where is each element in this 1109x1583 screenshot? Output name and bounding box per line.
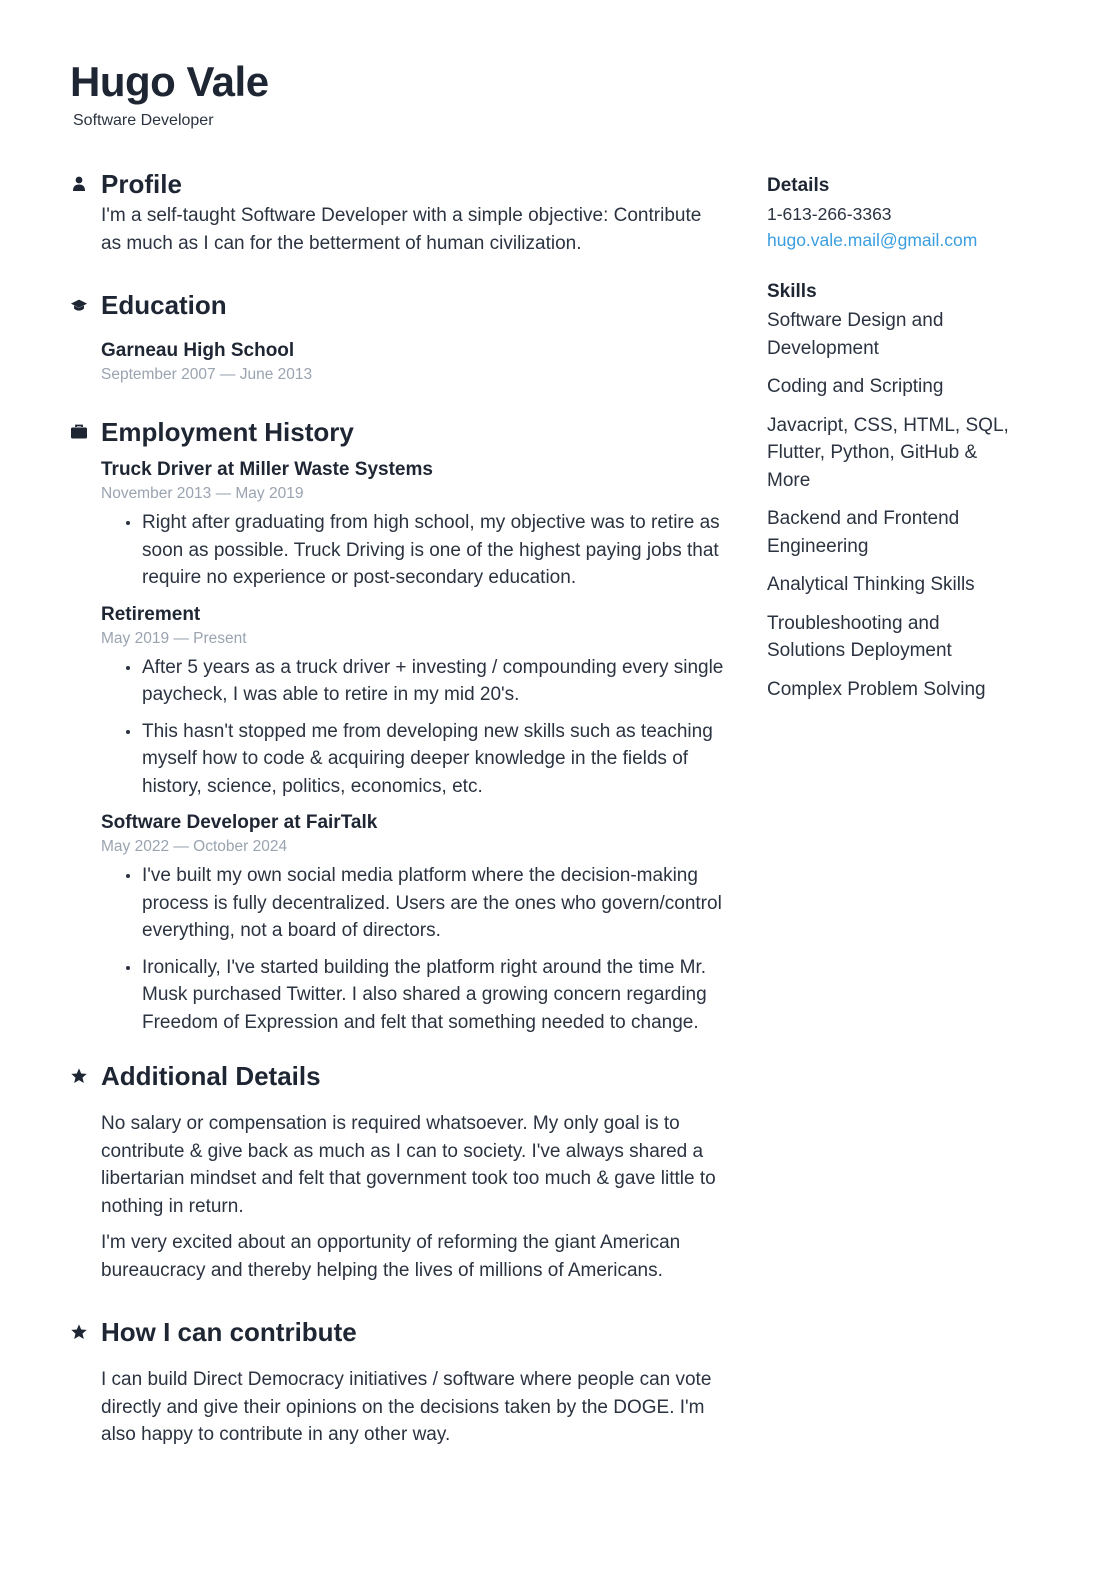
additional-details-section bbox=[101, 1056, 726, 1284]
skill-item: Complex Problem Solving bbox=[767, 678, 986, 700]
profile-heading: Profile bbox=[101, 168, 182, 199]
job-date: November 2013 — May 2019 bbox=[101, 485, 304, 502]
resume-job-title: Software Developer bbox=[73, 112, 214, 129]
skill-item: Troubleshooting and Solutions Deployment bbox=[767, 612, 952, 661]
additional-details-heading: Additional Details bbox=[101, 1060, 321, 1091]
employment-heading: Employment History bbox=[101, 416, 354, 447]
details-section bbox=[767, 172, 1027, 253]
star-icon bbox=[70, 1323, 88, 1341]
education-date: September 2007 — June 2013 bbox=[101, 366, 313, 383]
additional-details-paragraph: No salary or compensation is required whatsoever. My only goal is to contribute & give back as much as I can to society. I've always shared a libertarian mindset and felt that government took too much & gave little to nothing in return. bbox=[101, 1113, 716, 1217]
briefcase-icon bbox=[70, 423, 88, 441]
education-heading: Education bbox=[101, 289, 227, 320]
skills-heading: Skills bbox=[767, 281, 817, 302]
person-icon bbox=[70, 175, 88, 193]
job-date: May 2019 — Present bbox=[101, 629, 247, 647]
job-entry bbox=[101, 456, 726, 592]
job-date: May 2022 — October 2024 bbox=[101, 838, 288, 855]
skills-section bbox=[767, 278, 1027, 703]
profile-text: I'm a self-taught Software Developer with a simple objective: Contribute as much as I can for the betterment of human civilization. bbox=[101, 205, 702, 254]
details-phone: 1-613-266-3363 bbox=[767, 204, 892, 224]
skill-item: Analytical Thinking Skills bbox=[767, 574, 975, 595]
graduation-cap-icon bbox=[70, 296, 88, 314]
star-icon bbox=[70, 1067, 88, 1085]
profile-section bbox=[101, 164, 726, 257]
sidebar-column bbox=[767, 172, 1027, 714]
details-email-wrap bbox=[767, 227, 1027, 253]
skill-item: Javacript, CSS, HTML, SQL, Flutter, Python, GitHub & More bbox=[767, 414, 1009, 491]
job-bullet: This hasn't stopped me from developing new skills such as teaching myself how to code & acquiring deeper knowledge in the fields of history, science, politics, economics, etc. bbox=[142, 718, 726, 801]
resume-name: Hugo Vale bbox=[70, 58, 269, 105]
skill-item: Coding and Scripting bbox=[767, 376, 944, 397]
job-entry bbox=[101, 809, 726, 1036]
contribute-heading: How I can contribute bbox=[101, 1316, 357, 1347]
job-entry bbox=[101, 601, 726, 801]
profile-header bbox=[101, 164, 726, 204]
education-header bbox=[101, 285, 726, 325]
details-heading: Details bbox=[767, 175, 830, 196]
details-email-link[interactable]: hugo.vale.mail@gmail.com bbox=[767, 230, 978, 250]
employment-header bbox=[101, 412, 726, 452]
job-bullets bbox=[101, 654, 726, 801]
additional-details-header bbox=[101, 1056, 726, 1096]
job-title: Software Developer at FairTalk bbox=[101, 812, 378, 833]
job-bullet: I've built my own social media platform where the decision-making process is fully decentralized. Users are the ones who govern/control everything, not a board of directors. bbox=[142, 862, 726, 945]
contribute-paragraph: I can build Direct Democracy initiatives / software where people can vote directly and give their opinions on the decisions taken by the DOGE. I'm also happy to contribute in any other way. bbox=[101, 1369, 712, 1445]
education-school: Garneau High School bbox=[101, 340, 295, 361]
job-bullet: After 5 years as a truck driver + investing / compounding every single paycheck, I was able to retire in my mid 20's. bbox=[142, 654, 726, 709]
education-section bbox=[101, 285, 726, 386]
job-bullets bbox=[101, 862, 726, 1036]
contribute-section bbox=[101, 1312, 726, 1449]
job-title: Retirement bbox=[101, 603, 201, 625]
main-column bbox=[101, 164, 726, 1449]
employment-section bbox=[101, 412, 726, 1036]
job-bullet: Ironically, I've started building the platform right around the time Mr. Musk purchased Twitter. I also shared a growing concern regarding Freedom of Expression and felt that something needed to change. bbox=[142, 954, 726, 1037]
skill-item: Backend and Frontend Engineering bbox=[767, 508, 960, 557]
education-entry bbox=[101, 337, 726, 386]
job-bullets bbox=[101, 509, 726, 592]
additional-details-paragraph: I'm very excited about an opportunity of reforming the giant American bureaucracy and thereby helping the lives of millions of Americans. bbox=[101, 1232, 681, 1281]
contribute-header bbox=[101, 1312, 726, 1352]
job-title: Truck Driver at Miller Waste Systems bbox=[101, 459, 433, 480]
job-bullet: Right after graduating from high school, my objective was to retire as soon as possible. Truck Driving is one of the highest paying jobs that require no experience or post-secondary education. bbox=[142, 509, 726, 592]
skill-item: Software Design and Development bbox=[767, 310, 944, 359]
